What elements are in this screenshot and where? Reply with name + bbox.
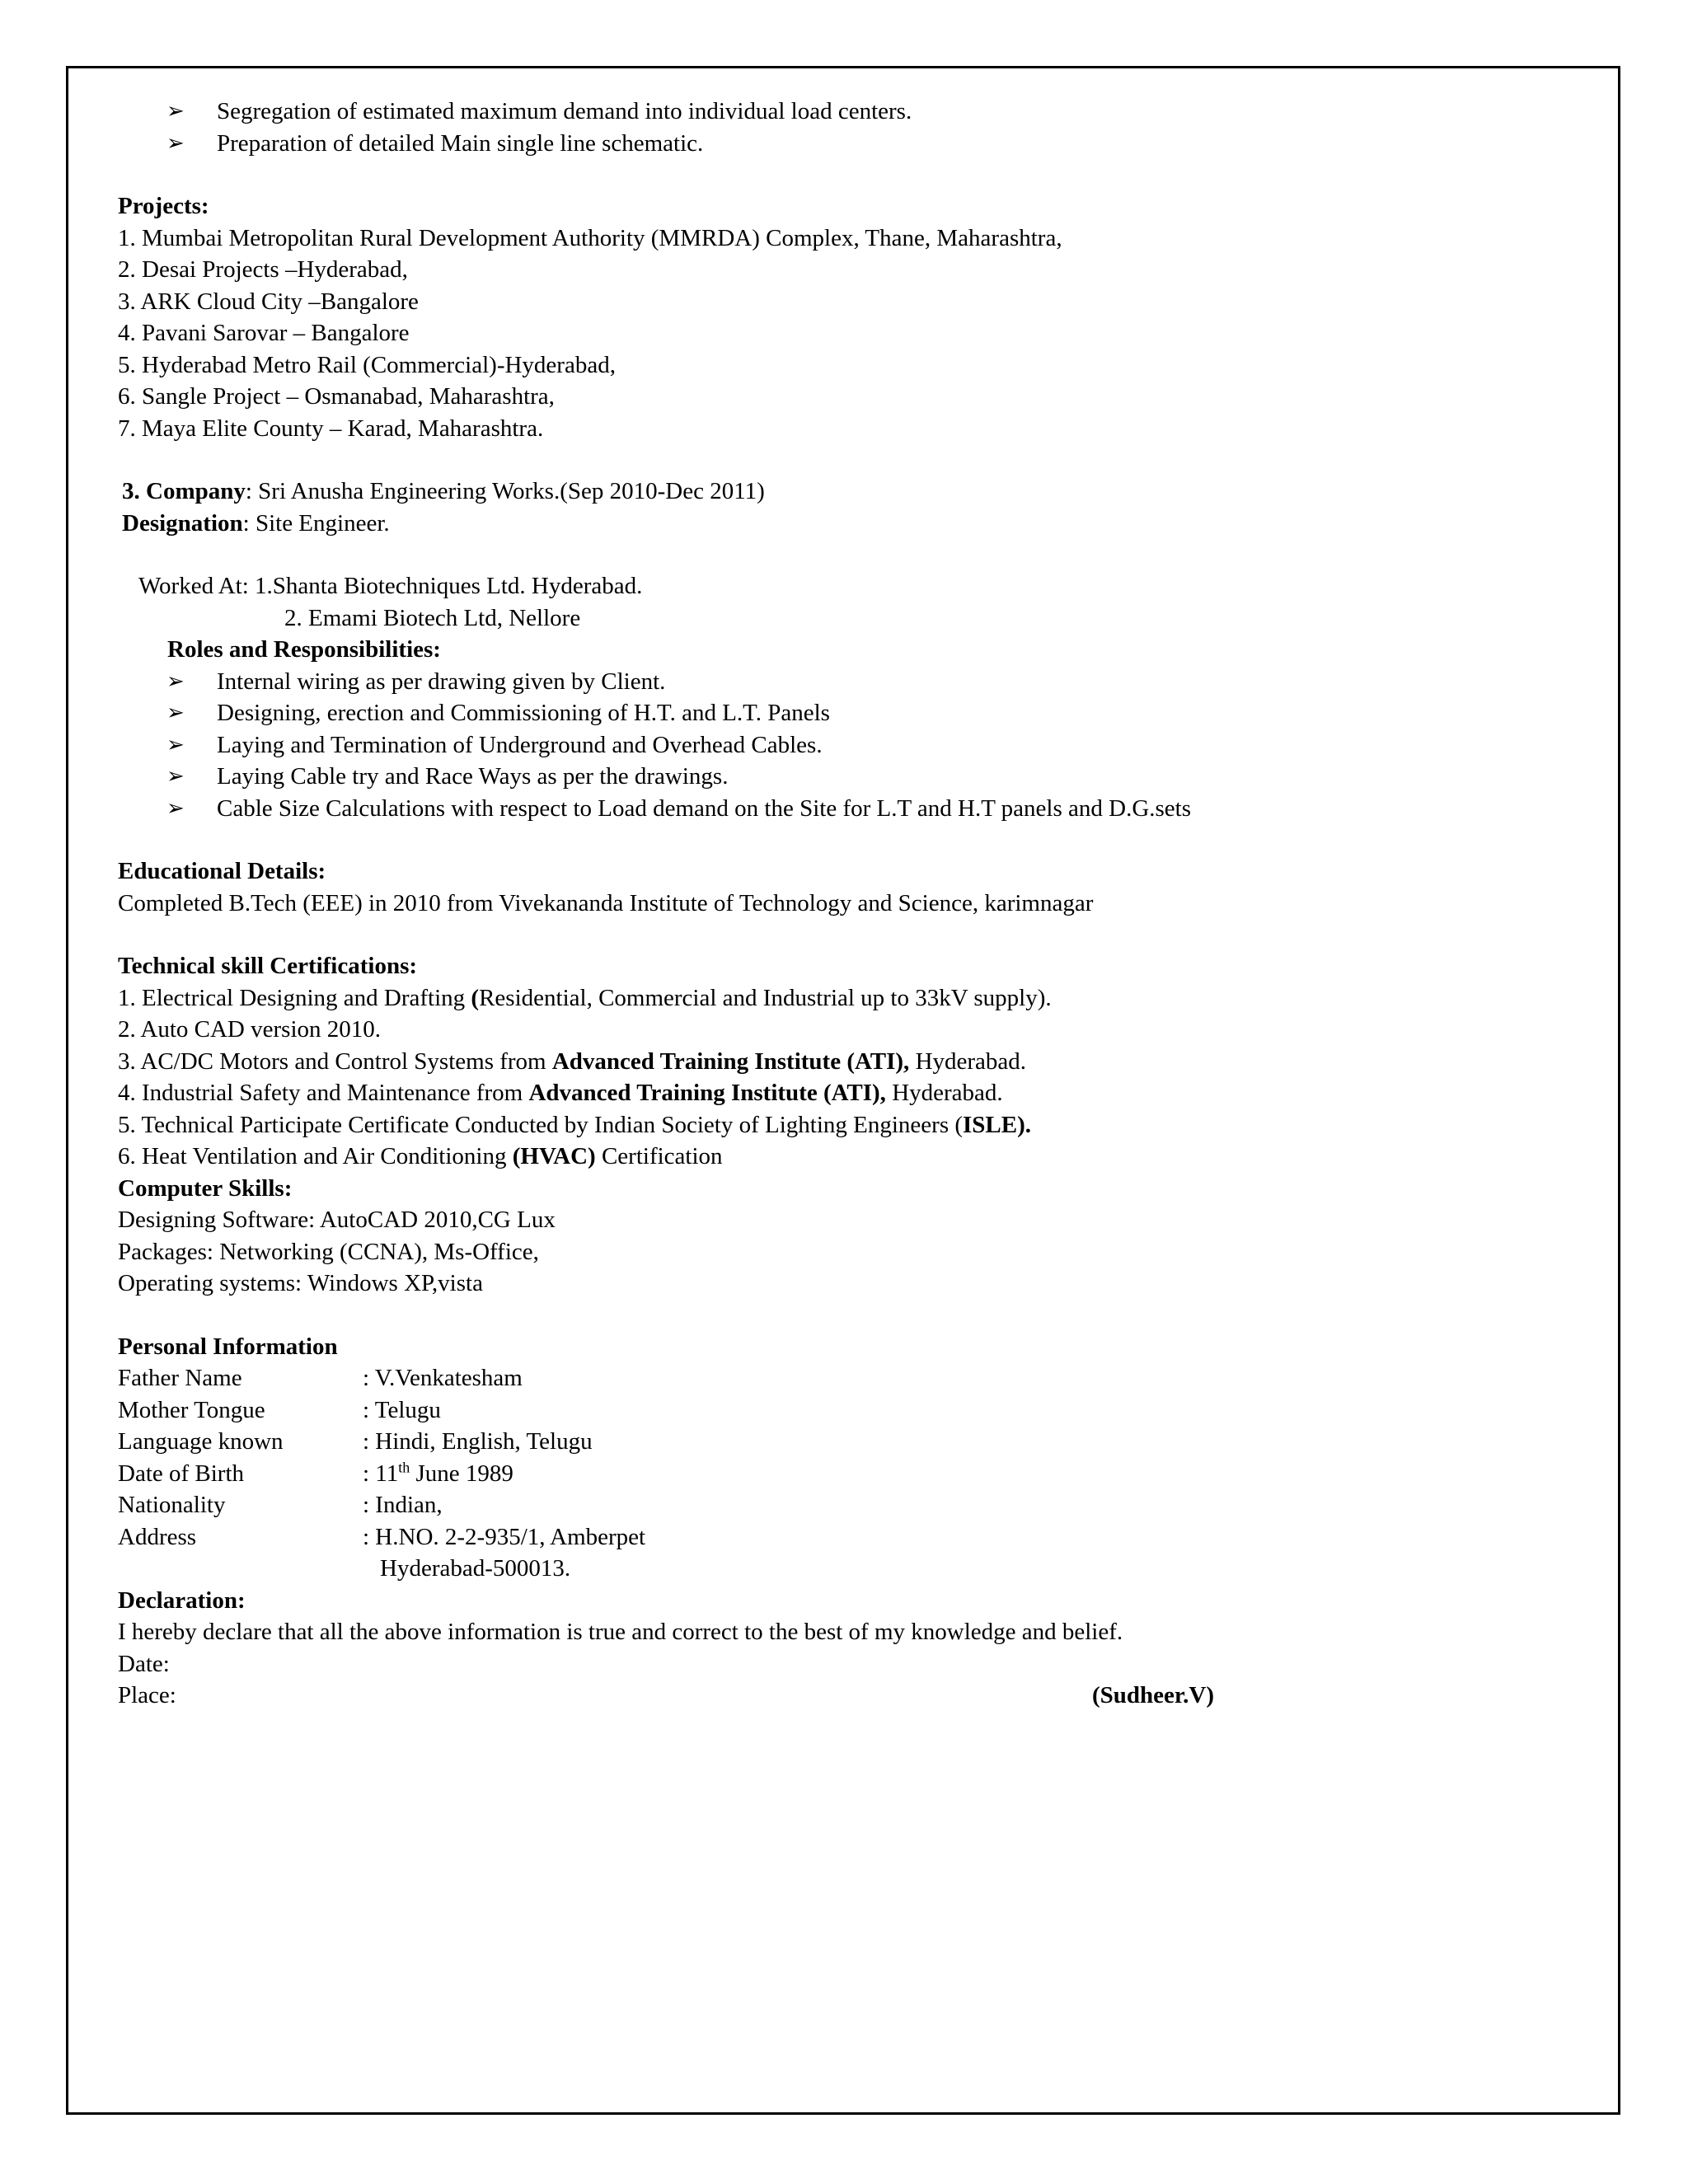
list-item: ➢ Designing, erection and Commissioning of H.T. and L.T. Panels [118,697,1601,729]
projects-heading: Projects: [118,193,209,219]
education-text: Completed B.Tech (EEE) in 2010 from Vivekananda Institute of Technology and Science, karimnagar [118,889,1094,916]
project-item: 3. ARK Cloud City –Bangalore [118,288,419,315]
company-line: 3. Company: Sri Anusha Engineering Works.(Sep 2010-Dec 2011) [122,478,765,504]
skill-item: Packages: Networking (CCNA), Ms-Office, [118,1238,539,1265]
certification-item: 6. Heat Ventilation and Air Conditioning (HVAC) Certification [118,1143,723,1169]
worked-at-line: Worked At: 1.Shanta Biotechniques Ltd. Hyderabad. [138,573,643,599]
arrow-bullet-icon: ➢ [166,668,185,694]
personal-heading: Personal Information [118,1333,338,1360]
certifications-heading: Technical skill Certifications: [118,953,418,979]
project-item: 7. Maya Elite County – Karad, Maharashtra. [118,415,544,442]
personal-row: Father Name : V.Venkatesham [118,1365,523,1391]
arrow-bullet-icon: ➢ [166,701,185,725]
arrow-bullet-icon: ➢ [166,764,185,789]
place-label: Place: [118,1682,176,1708]
computer-skills-heading: Computer Skills: [118,1174,293,1202]
project-item: 1. Mumbai Metropolitan Rural Development Authority (MMRDA) Complex, Thane, Maharashtra, [118,224,1062,251]
arrow-bullet-icon: ➢ [166,99,185,124]
place-signature-row [118,1680,1214,1712]
worked-at-line: 2. Emami Biotech Ltd, Nellore [284,604,581,631]
list-item: ➢ Segregation of estimated maximum demand into individual load centers. [118,96,1601,128]
certification-item: 1. Electrical Designing and Drafting (Residential, Commercial and Industrial up to 33kV supply). [118,984,1052,1011]
project-item: 6. Sangle Project – Osmanabad, Maharashtra, [118,383,555,410]
personal-row: Mother Tongue : Telugu [118,1396,441,1423]
roles-heading: Roles and Responsibilities: [167,636,441,663]
personal-row: Date of Birth : 11th June 1989 [118,1458,513,1487]
signature-name: (Sudheer.V) [1092,1682,1214,1708]
arrow-bullet-icon: ➢ [166,795,185,821]
declaration-text: I hereby declare that all the above information is true and correct to the best of my knowledge and belief. [118,1619,1123,1645]
arrow-bullet-icon: ➢ [166,130,185,156]
list-item: ➢ Preparation of detailed Main single line schematic. [118,128,1601,160]
education-heading: Educational Details: [118,858,326,884]
certification-item: 4. Industrial Safety and Maintenance from Advanced Training Institute (ATI), Hyderabad. [118,1080,1003,1106]
designation-line: Designation: Site Engineer. [122,509,390,537]
project-item: 5. Hyderabad Metro Rail (Commercial)-Hyderabad, [118,351,616,378]
arrow-bullet-icon: ➢ [166,732,185,757]
project-item: 4. Pavani Sarovar – Bangalore [118,320,410,346]
certification-item: 3. AC/DC Motors and Control Systems from Advanced Training Institute (ATI), Hyderabad. [118,1047,1027,1075]
personal-row: Nationality : Indian, [118,1492,443,1518]
resume-content [118,96,1601,1712]
address-line2: Hyderabad-500013. [380,1555,571,1582]
date-label: Date: [118,1650,170,1677]
skill-item: Operating systems: Windows XP,vista [118,1270,483,1296]
declaration-heading: Declaration: [118,1586,246,1614]
certification-item: 5. Technical Participate Certificate Conducted by Indian Society of Lighting Engineers (ISLE). [118,1111,1032,1138]
list-item: ➢ Laying Cable try and Race Ways as per the drawings. [118,761,1601,793]
skill-item: Designing Software: AutoCAD 2010,CG Lux [118,1207,556,1233]
list-item: ➢ Laying and Termination of Underground and Overhead Cables. [118,729,1601,762]
list-item: ➢ Internal wiring as per drawing given by Client. [118,666,1601,698]
personal-row: Address : H.NO. 2-2-935/1, Amberpet [118,1523,646,1550]
list-item: ➢ Cable Size Calculations with respect to Load demand on the Site for L.T and H.T panels and D.G.sets [118,793,1601,825]
personal-row: Language known : Hindi, English, Telugu [118,1428,593,1455]
certification-item: 2. Auto CAD version 2010. [118,1016,381,1043]
project-item: 2. Desai Projects –Hyderabad, [118,256,408,283]
